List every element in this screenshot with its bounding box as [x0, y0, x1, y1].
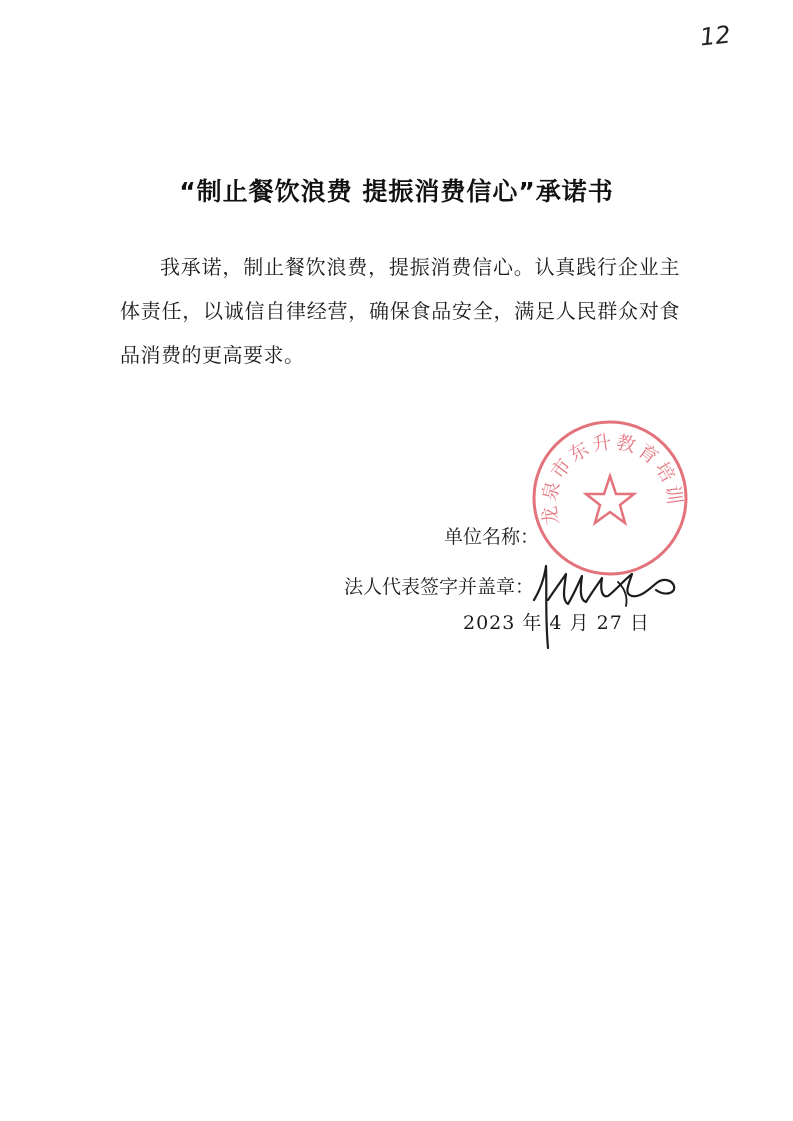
unit-name-label: 单位名称： — [444, 526, 540, 548]
page-number: 12 — [698, 20, 732, 52]
svg-text:龙泉市东升教育培训: 龙泉市东升教育培训 — [538, 430, 686, 527]
document-title: “制止餐饮浪费 提振消费信心”承诺书 — [179, 177, 614, 206]
commitment-body: 我承诺，制止餐饮浪费，提振消费信心。认真践行企业主体责任，以诚信自律经营，确保食品安全，满足人民群众对食品消费的更高要求。 — [120, 255, 680, 367]
official-seal — [530, 418, 690, 578]
legal-representative-label: 法人代表签字并盖章： — [344, 576, 535, 598]
signature-date: 2023 年 4 月 27 日 — [463, 612, 650, 634]
handwritten-signature — [528, 560, 688, 650]
